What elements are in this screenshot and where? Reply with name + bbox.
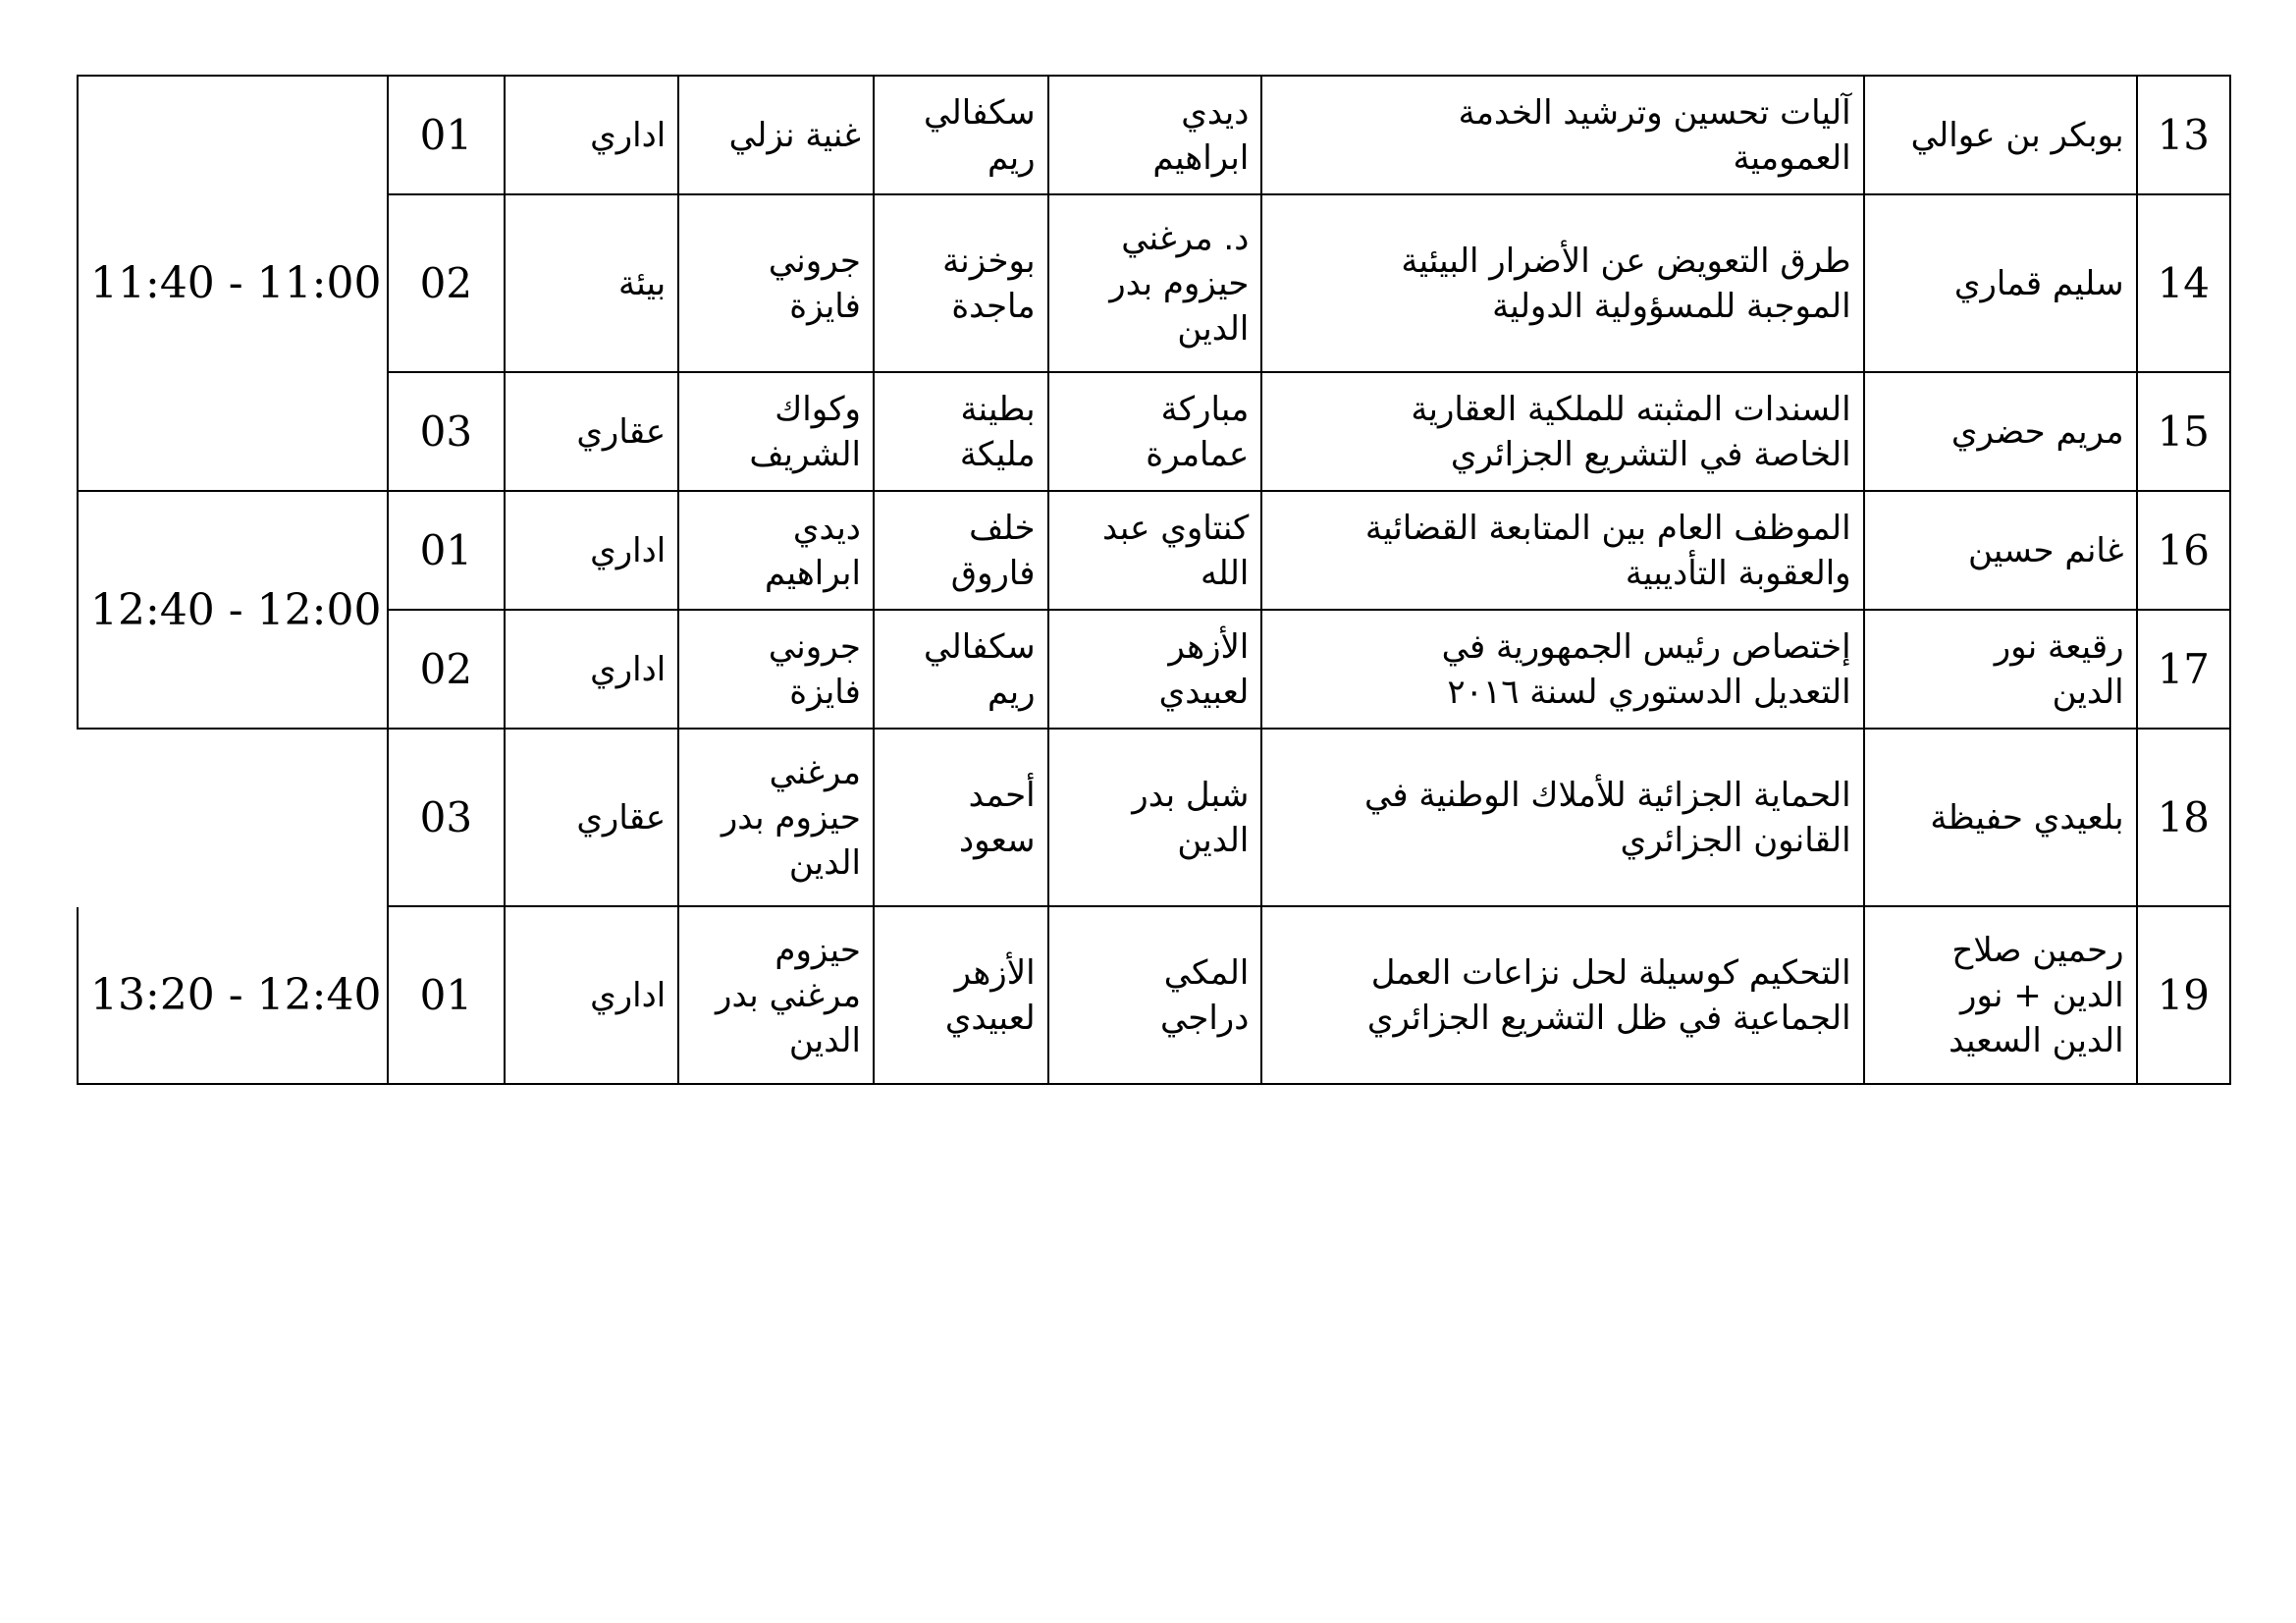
specialty-cell: اداري [505, 610, 679, 729]
row-number: 16 [2137, 491, 2230, 610]
specialty-cell: اداري [505, 906, 679, 1084]
title-cell: الموظف العام بين المتابعة القضائية والعقوبة التأديبية [1261, 491, 1863, 610]
row-number: 18 [2137, 729, 2230, 906]
examiner-cell: مرغني حيزوم بدر الدين [678, 729, 874, 906]
supervisor-cell: شبل بدر الدين [1048, 729, 1262, 906]
student-cell: بوبكر بن عوالي [1864, 76, 2137, 194]
student-cell: مريم حضري [1864, 372, 2137, 491]
supervisor-cell: د. مرغني حيزوم بدر الدين [1048, 194, 1262, 372]
student-cell: سليم قماري [1864, 194, 2137, 372]
specialty-cell: بيئة [505, 194, 679, 372]
room-cell: 03 [388, 729, 504, 906]
time-slot: 12:40 - 12:00 [78, 491, 388, 729]
row-number: 13 [2137, 76, 2230, 194]
supervisor-cell: كنتاوي عبد الله [1048, 491, 1262, 610]
examiner-cell: جروني فايزة [678, 610, 874, 729]
president-cell: سكفالي ريم [874, 76, 1048, 194]
supervisor-cell: ديدي ابراهيم [1048, 76, 1262, 194]
room-cell: 01 [388, 906, 504, 1084]
title-cell: طرق التعويض عن الأضرار البيئية الموجبة للمسؤولية الدولية [1261, 194, 1863, 372]
room-cell: 01 [388, 491, 504, 610]
table-row [78, 906, 2230, 1084]
time-slot: 11:40 - 11:00 [78, 76, 388, 491]
time-slot: 13:20 - 12:40 [78, 906, 388, 1084]
table-row [78, 76, 2230, 194]
student-cell: رقيعة نور الدين [1864, 610, 2137, 729]
student-cell: بلعيدي حفيظة [1864, 729, 2137, 906]
president-cell: خلف فاروق [874, 491, 1048, 610]
president-cell: الأزهر لعبيدي [874, 906, 1048, 1084]
title-cell: التحكيم كوسيلة لحل نزاعات العمل الجماعية في ظل التشريع الجزائري [1261, 906, 1863, 1084]
supervisor-cell: الأزهر لعبيدي [1048, 610, 1262, 729]
row-number: 17 [2137, 610, 2230, 729]
specialty-cell: عقاري [505, 729, 679, 906]
title-cell: السندات المثبته للملكية العقارية الخاصة في التشريع الجزائري [1261, 372, 1863, 491]
student-cell: غانم حسين [1864, 491, 2137, 610]
examiner-cell: جروني فايزة [678, 194, 874, 372]
title-cell: الحماية الجزائية للأملاك الوطنية في القانون الجزائري [1261, 729, 1863, 906]
examiner-cell: غنية نزلي [678, 76, 874, 194]
time-slot [78, 729, 388, 906]
specialty-cell: اداري [505, 491, 679, 610]
examiner-cell: ديدي ابراهيم [678, 491, 874, 610]
table-row [78, 372, 2230, 491]
defense-schedule-table [77, 75, 2231, 1085]
examiner-cell: وكواك الشريف [678, 372, 874, 491]
table-row [78, 491, 2230, 610]
president-cell: بطينة مليكة [874, 372, 1048, 491]
title-cell: إختصاص رئيس الجمهورية في التعديل الدستوري لسنة ٢٠١٦ [1261, 610, 1863, 729]
room-cell: 02 [388, 610, 504, 729]
president-cell: أحمد سعود [874, 729, 1048, 906]
table-row [78, 729, 2230, 906]
table-row [78, 610, 2230, 729]
title-cell: آليات تحسين وترشيد الخدمة العمومية [1261, 76, 1863, 194]
room-cell: 03 [388, 372, 504, 491]
examiner-cell: حيزوم مرغني بدر الدين [678, 906, 874, 1084]
president-cell: سكفالي ريم [874, 610, 1048, 729]
student-cell: رحمين صلاح الدين + نور الدين السعيد [1864, 906, 2137, 1084]
room-cell: 01 [388, 76, 504, 194]
specialty-cell: اداري [505, 76, 679, 194]
row-number: 14 [2137, 194, 2230, 372]
specialty-cell: عقاري [505, 372, 679, 491]
row-number: 15 [2137, 372, 2230, 491]
room-cell: 02 [388, 194, 504, 372]
supervisor-cell: مباركة عمامرة [1048, 372, 1262, 491]
table-row [78, 194, 2230, 372]
row-number: 19 [2137, 906, 2230, 1084]
supervisor-cell: المكي دراجي [1048, 906, 1262, 1084]
president-cell: بوخزنة ماجدة [874, 194, 1048, 372]
